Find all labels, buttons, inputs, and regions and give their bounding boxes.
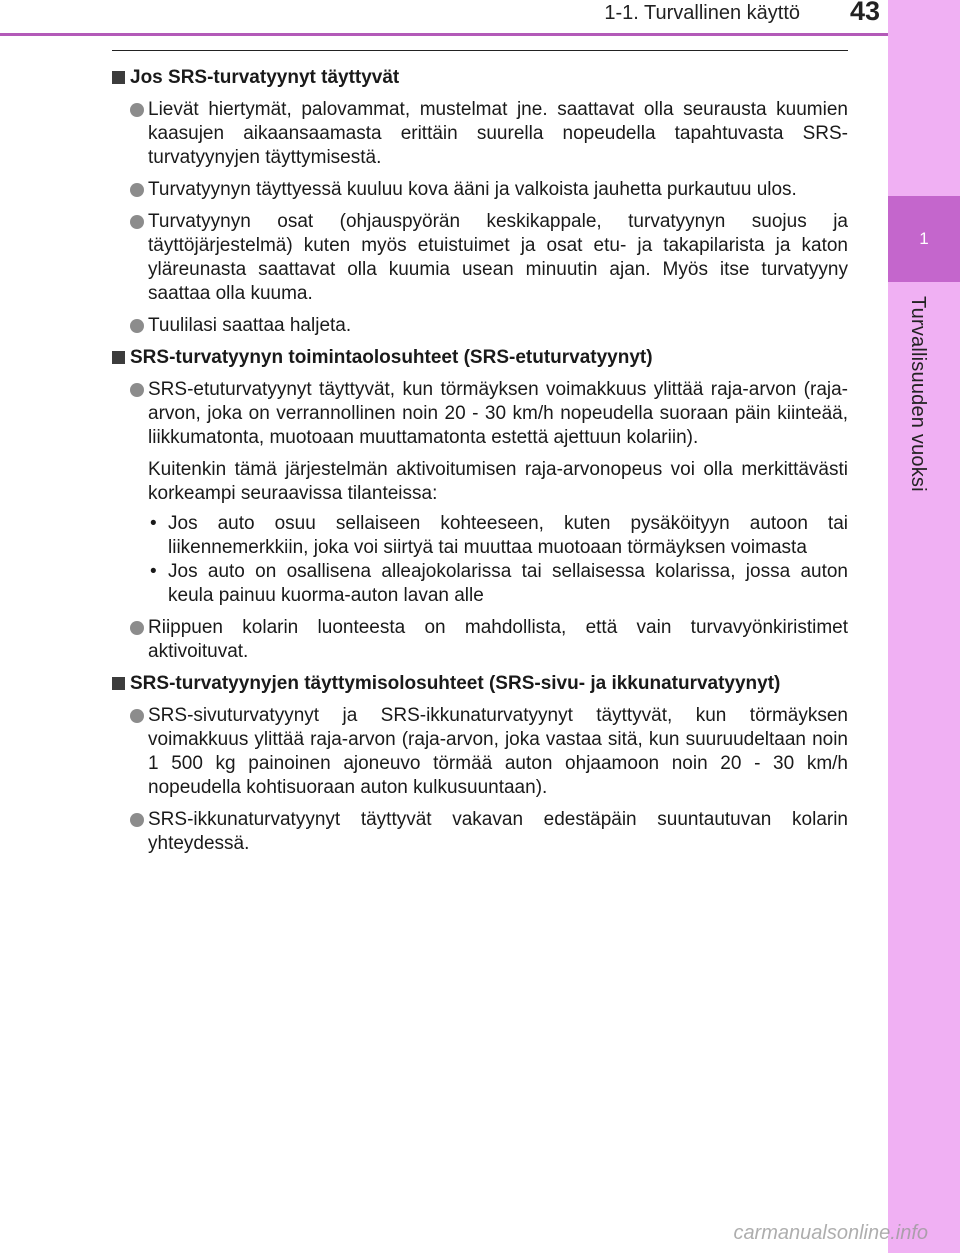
section-heading bbox=[112, 66, 848, 90]
paragraph: SRS-etuturvatyynyt täyttyvät, kun törmäyksen voimakkuus ylittää raja-arvon (raja-arvon, joka on verrannollinen noin 20 - 30 km/h nopeudella suoraan päin kiinteää, liikkumatonta, muotoaan muuttamatonta estettä ajettuun kolariin). bbox=[148, 379, 848, 448]
circle-bullet-icon bbox=[130, 103, 144, 117]
paragraph: SRS-ikkunaturvatyynyt täyttyvät vakavan edestäpäin suuntautuvan kolarin yhteydessä. bbox=[148, 809, 848, 854]
square-bullet-icon bbox=[112, 677, 125, 690]
paragraph: Riippuen kolarin luonteesta on mahdollista, että vain turvavyönkiristimet aktivoituvat. bbox=[148, 617, 848, 662]
section-side-curtain-conditions bbox=[112, 672, 848, 856]
sub-list bbox=[148, 512, 848, 608]
paragraph: Lievät hiertymät, palovammat, mustelmat jne. saattavat olla seurausta kuumien kaasujen aikaansaamasta erittäin suurella nopeudella tapahtuvasta SRS-turvatyynyjen täyttymisestä. bbox=[148, 99, 848, 168]
sub-list-item: • Jos auto osuu sellaiseen kohteeseen, kuten pysäköityyn autoon tai liikennemerkkiin, joka voi siirtyä tai muuttaa muotoaan törmäyksen voimasta bbox=[150, 513, 848, 558]
list-item bbox=[112, 314, 848, 338]
heading-text: SRS-turvatyynyjen täyttymisolosuhteet (SRS-sivu- ja ikkunaturvatyynyt) bbox=[130, 673, 781, 694]
square-bullet-icon bbox=[112, 71, 125, 84]
chapter-number: 1 bbox=[919, 229, 929, 248]
section-front-airbag-conditions bbox=[112, 346, 848, 664]
circle-bullet-icon bbox=[130, 621, 144, 635]
list-item bbox=[112, 378, 848, 608]
dot-bullet: • bbox=[150, 513, 157, 534]
chapter-number-tab[interactable] bbox=[888, 196, 960, 282]
square-bullet-icon bbox=[112, 351, 125, 364]
paragraph: SRS-sivuturvatyynyt ja SRS-ikkunaturvatyynyt täyttyvät, kun törmäyksen voimakkuus ylittää raja-arvon (raja-arvon, joka vastaa sitä, kun suuruudeltaan noin 1 500 kg painoinen ajoneuvo törmää auton ohjaamoon noin 20 - 30 km/h nopeudella kohtisuoraan auton kulkusuuntaan). bbox=[148, 705, 848, 798]
circle-bullet-icon bbox=[130, 215, 144, 229]
section-title: 1-1. Turvallinen käyttö bbox=[604, 2, 800, 24]
heading-text: Jos SRS-turvatyynyt täyttyvät bbox=[130, 67, 400, 88]
paragraph: Turvatyynyn täyttyessä kuuluu kova ääni ja valkoista jauhetta purkautuu ulos. bbox=[148, 179, 797, 200]
side-tab bbox=[888, 0, 960, 1253]
list-item bbox=[112, 704, 848, 800]
header-rule bbox=[0, 33, 888, 36]
list-item bbox=[112, 616, 848, 664]
paragraph: Turvatyynyn osat (ohjauspyörän keskikappale, turvatyynyn suojus ja täyttöjärjestelmä) kuten myös etuistuimet ja osat etu- ja takapilarista ja katon yläreunasta saattavat olla kuumia usean minuutin ajan. Myös itse turvatyyny saattaa olla kuuma. bbox=[148, 211, 848, 304]
content-rule bbox=[112, 50, 848, 51]
sub-list-item: • Jos auto on osallisena alleajokolarissa tai sellaisessa kolarissa, jossa auton keula painuu kuorma-auton lavan alle bbox=[150, 561, 848, 606]
circle-bullet-icon bbox=[130, 183, 144, 197]
list-item bbox=[112, 210, 848, 306]
page-number: 43 bbox=[849, 0, 880, 26]
list-item bbox=[112, 178, 848, 202]
circle-bullet-icon bbox=[130, 319, 144, 333]
circle-bullet-icon bbox=[130, 383, 144, 397]
paragraph: Kuitenkin tämä järjestelmän aktivoitumisen raja-arvonopeus voi olla merkittävästi korkeampi seuraavissa tilanteissa: bbox=[148, 459, 848, 504]
watermark: carmanualsonline.info bbox=[733, 1222, 928, 1244]
section-heading bbox=[112, 672, 848, 696]
main-content bbox=[112, 60, 848, 864]
circle-bullet-icon bbox=[130, 813, 144, 827]
heading-text: SRS-turvatyynyn toimintaolosuhteet (SRS-etuturvatyynyt) bbox=[130, 347, 653, 368]
chapter-label: Turvallisuuden vuoksi bbox=[907, 296, 929, 492]
dot-bullet: • bbox=[150, 561, 157, 582]
paragraph: Tuulilasi saattaa haljeta. bbox=[148, 315, 352, 336]
list-item bbox=[112, 98, 848, 170]
section-heading bbox=[112, 346, 848, 370]
list-item bbox=[112, 808, 848, 856]
section-airbag-deploy bbox=[112, 66, 848, 338]
circle-bullet-icon bbox=[130, 709, 144, 723]
